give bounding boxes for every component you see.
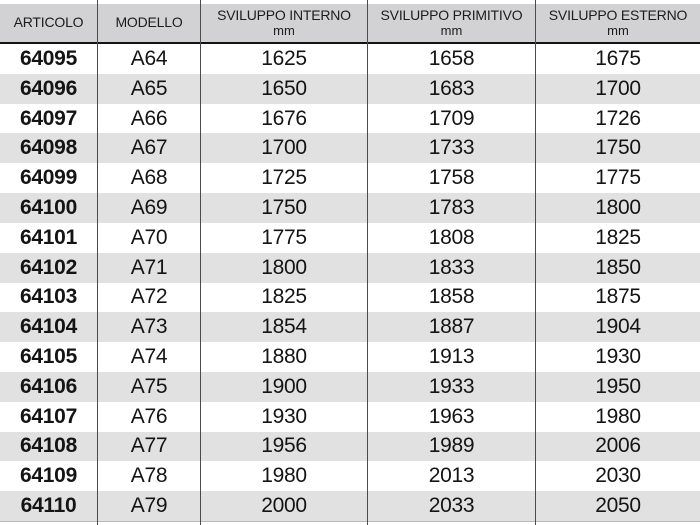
cell-modello: A69 (98, 193, 200, 223)
cell-sviluppo_primitivo: 1783 (368, 193, 535, 223)
cell-sviluppo_interno: 1854 (201, 312, 367, 342)
column-header-label: MODELLO (115, 14, 183, 31)
cell-modello: A76 (98, 402, 200, 432)
cell-sviluppo_esterno: 1904 (536, 312, 700, 342)
cell-sviluppo_primitivo: 1833 (368, 253, 535, 283)
cell-sviluppo_esterno: 1875 (536, 283, 700, 313)
cell-modello: A73 (98, 312, 200, 342)
cell-sviluppo_esterno: 1950 (536, 372, 700, 402)
cell-sviluppo_interno: 1956 (201, 432, 367, 462)
column-header-sviluppo-interno (201, 4, 367, 44)
cell-sviluppo_esterno: 1675 (536, 44, 700, 74)
cell-articolo: 64095 (0, 44, 97, 74)
cell-sviluppo_interno: 1676 (201, 104, 367, 134)
cell-articolo: 64098 (0, 133, 97, 163)
cell-sviluppo_primitivo: 1733 (368, 133, 535, 163)
cell-sviluppo_interno: 1700 (201, 133, 367, 163)
cell-sviluppo_interno: 1900 (201, 372, 367, 402)
cell-sviluppo_esterno: 1850 (536, 253, 700, 283)
cell-sviluppo_interno: 1775 (201, 223, 367, 253)
cell-modello: A77 (98, 432, 200, 462)
cell-sviluppo_interno: 2000 (201, 491, 367, 521)
cell-sviluppo_esterno: 1750 (536, 133, 700, 163)
cell-sviluppo_esterno: 2030 (536, 461, 700, 491)
column-cells-sviluppo-esterno (536, 44, 700, 521)
cell-modello: A66 (98, 104, 200, 134)
column-sviluppo-esterno (535, 0, 700, 525)
column-header-unit: mm (440, 22, 463, 38)
cell-articolo: 64105 (0, 342, 97, 372)
column-header-sviluppo-primitivo (368, 4, 535, 44)
cell-articolo: 64097 (0, 104, 97, 134)
cell-sviluppo_primitivo: 1683 (368, 74, 535, 104)
column-header-sviluppo-esterno (536, 4, 700, 44)
column-cells-sviluppo-primitivo (368, 44, 535, 521)
bottom-margin (368, 521, 535, 525)
cell-modello: A74 (98, 342, 200, 372)
cell-articolo: 64108 (0, 432, 97, 462)
cell-sviluppo_primitivo: 1808 (368, 223, 535, 253)
column-modello (97, 0, 200, 525)
cell-sviluppo_interno: 1800 (201, 253, 367, 283)
cell-sviluppo_interno: 1825 (201, 283, 367, 313)
cell-sviluppo_primitivo: 2033 (368, 491, 535, 521)
cell-sviluppo_primitivo: 1858 (368, 283, 535, 313)
cell-modello: A71 (98, 253, 200, 283)
cell-modello: A79 (98, 491, 200, 521)
cell-sviluppo_interno: 1650 (201, 74, 367, 104)
column-header-articolo (0, 4, 97, 44)
cell-sviluppo_primitivo: 1913 (368, 342, 535, 372)
bottom-margin (0, 521, 97, 525)
cell-sviluppo_primitivo: 1758 (368, 163, 535, 193)
column-header-unit: mm (273, 22, 295, 38)
cell-sviluppo_interno: 1750 (201, 193, 367, 223)
cell-sviluppo_esterno: 2050 (536, 491, 700, 521)
cell-sviluppo_interno: 1880 (201, 342, 367, 372)
column-header-label: SVILUPPO ESTERNO (548, 6, 688, 23)
cell-sviluppo_esterno: 1700 (536, 74, 700, 104)
cell-articolo: 64101 (0, 223, 97, 253)
bottom-margin (98, 521, 200, 525)
cell-modello: A68 (98, 163, 200, 193)
cell-modello: A78 (98, 461, 200, 491)
column-header-unit: mm (607, 22, 629, 38)
cell-sviluppo_primitivo: 1933 (368, 372, 535, 402)
cell-sviluppo_interno: 1930 (201, 402, 367, 432)
column-articolo (0, 0, 97, 525)
cell-sviluppo_esterno: 1726 (536, 104, 700, 134)
cell-modello: A65 (98, 74, 200, 104)
cell-sviluppo_interno: 1980 (201, 461, 367, 491)
cell-articolo: 64110 (0, 491, 97, 521)
cell-sviluppo_primitivo: 1658 (368, 44, 535, 74)
column-header-label: SVILUPPO PRIMITIVO (380, 6, 523, 23)
cell-sviluppo_interno: 1625 (201, 44, 367, 74)
cell-articolo: 64096 (0, 74, 97, 104)
column-header-label: SVILUPPO INTERNO (217, 6, 351, 23)
column-cells-articolo (0, 44, 97, 521)
cell-sviluppo_esterno: 1800 (536, 193, 700, 223)
bottom-margin (536, 521, 700, 525)
column-sviluppo-primitivo (367, 0, 535, 525)
cell-modello: A70 (98, 223, 200, 253)
cell-sviluppo_esterno: 1980 (536, 402, 700, 432)
column-header-modello (98, 4, 200, 44)
cell-articolo: 64100 (0, 193, 97, 223)
cell-sviluppo_esterno: 1775 (536, 163, 700, 193)
cell-articolo: 64104 (0, 312, 97, 342)
cell-sviluppo_esterno: 1825 (536, 223, 700, 253)
cell-modello: A75 (98, 372, 200, 402)
cell-sviluppo_primitivo: 1963 (368, 402, 535, 432)
bottom-margin (201, 521, 367, 525)
column-cells-modello (98, 44, 200, 521)
cell-modello: A67 (98, 133, 200, 163)
cell-articolo: 64103 (0, 283, 97, 313)
column-sviluppo-interno (200, 0, 367, 525)
cell-articolo: 64109 (0, 461, 97, 491)
cell-sviluppo_primitivo: 2013 (368, 461, 535, 491)
cell-sviluppo_esterno: 1930 (536, 342, 700, 372)
cell-modello: A72 (98, 283, 200, 313)
cell-sviluppo_interno: 1725 (201, 163, 367, 193)
cell-sviluppo_primitivo: 1709 (368, 104, 535, 134)
cell-sviluppo_primitivo: 1887 (368, 312, 535, 342)
cell-sviluppo_primitivo: 1989 (368, 432, 535, 462)
column-header-label: ARTICOLO (13, 14, 84, 31)
cell-articolo: 64102 (0, 253, 97, 283)
cell-articolo: 64107 (0, 402, 97, 432)
cell-articolo: 64099 (0, 163, 97, 193)
cell-sviluppo_esterno: 2006 (536, 432, 700, 462)
cell-modello: A64 (98, 44, 200, 74)
column-cells-sviluppo-interno (201, 44, 367, 521)
cell-articolo: 64106 (0, 372, 97, 402)
